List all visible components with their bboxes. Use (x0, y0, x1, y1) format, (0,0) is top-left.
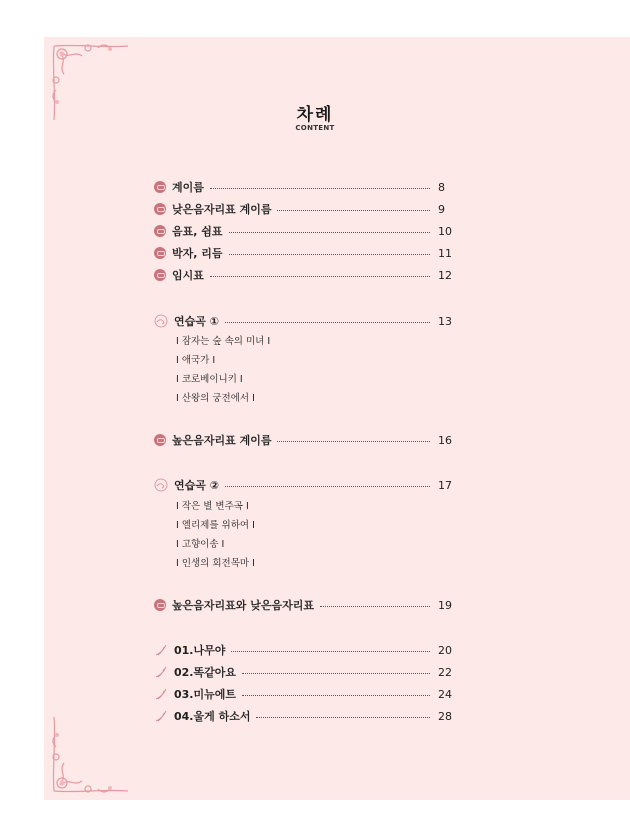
leader-dots (277, 210, 430, 211)
ribbon-icon (154, 687, 168, 701)
toc-entry-practice-2[interactable]: 연습곡 ② 17 (154, 476, 454, 494)
toc-entry[interactable]: 임시표 12 (154, 266, 454, 284)
toc-entry-piece[interactable]: 01.나무야 20 (154, 641, 454, 659)
page-number: 17 (438, 478, 452, 492)
note-badge-icon (154, 599, 166, 611)
song-title: I 잠자는 숲 속의 미녀 I (176, 336, 271, 347)
page-subtitle: CONTENT (295, 124, 335, 132)
leader-dots (242, 695, 430, 696)
note-badge-icon (154, 203, 166, 215)
floral-corner-bottom-left (48, 712, 133, 797)
song-title: I 인생의 회전목마 I (176, 558, 255, 569)
toc-entry-practice-1[interactable]: 연습곡 ① 13 (154, 312, 454, 330)
toc-entry[interactable]: 박자, 리듬 11 (154, 244, 454, 262)
song-title: I 코로베이니키 I (176, 374, 243, 385)
leader-dots (210, 276, 430, 277)
leader-dots (225, 486, 430, 487)
page-number: 22 (438, 665, 452, 679)
leader-dots (225, 322, 430, 323)
note-badge-icon (154, 247, 166, 259)
song-title: I 작은 별 변주곡 I (176, 501, 249, 512)
page-number: 19 (438, 598, 452, 612)
toc-entry-piece[interactable]: 02.똑같아요 22 (154, 663, 454, 681)
page-title: 차례 (296, 105, 334, 125)
ribbon-icon (154, 709, 168, 723)
leader-dots (256, 717, 430, 718)
page-number: 12 (438, 268, 452, 282)
ribbon-icon (154, 643, 168, 657)
toc-entry-piece[interactable]: 03.미뉴에트 24 (154, 685, 454, 703)
page-number: 24 (438, 687, 452, 701)
song-title: I 고향이송 I (176, 539, 225, 550)
note-badge-icon (154, 181, 166, 193)
note-badge-icon (154, 269, 166, 281)
leader-dots (229, 254, 430, 255)
note-badge-icon (154, 434, 166, 446)
treble-clef-icon (154, 478, 168, 492)
song-title: I 엘리제를 위하여 I (176, 520, 255, 531)
toc-entry[interactable]: 높은음자리표와 낮은음자리표 19 (154, 596, 454, 614)
page-number: 16 (438, 433, 452, 447)
page-number: 13 (438, 314, 452, 328)
page-number: 10 (438, 224, 452, 238)
song-title: I 애국가 I (176, 355, 216, 366)
ribbon-icon (154, 665, 168, 679)
page-number: 11 (438, 246, 452, 260)
leader-dots (277, 441, 430, 442)
page-number: 9 (438, 202, 445, 216)
leader-dots (242, 673, 430, 674)
note-badge-icon (154, 225, 166, 237)
page-number: 8 (438, 180, 445, 194)
leader-dots (231, 651, 430, 652)
page-number: 20 (438, 643, 452, 657)
page-number: 28 (438, 709, 452, 723)
toc-entry[interactable]: 계이름 8 (154, 178, 454, 196)
toc-entry-piece[interactable]: 04.울게 하소서 28 (154, 707, 454, 725)
song-title: I 산왕의 궁전에서 I (176, 393, 255, 404)
leader-dots (229, 232, 430, 233)
treble-clef-icon (154, 314, 168, 328)
leader-dots (210, 188, 430, 189)
leader-dots (320, 606, 430, 607)
toc-entry[interactable]: 낮은음자리표 계이름 9 (154, 200, 454, 218)
toc-entry[interactable]: 높은음자리표 계이름 16 (154, 431, 454, 449)
toc-entry[interactable]: 음표, 쉼표 10 (154, 222, 454, 240)
